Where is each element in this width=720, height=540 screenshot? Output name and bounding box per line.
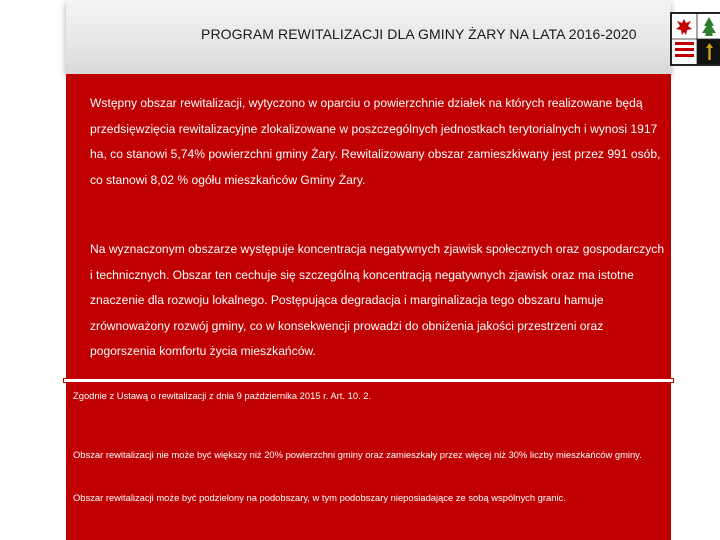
footnotes-panel — [66, 382, 671, 540]
page-title: PROGRAM REWITALIZACJI DLA GMINY ŻARY NA LATA 2016-2020 — [201, 26, 637, 42]
main-content-panel — [66, 74, 671, 380]
paragraph-negative-phenomena: Na wyznaczonym obszarze występuje koncentracja negatywnych zjawisk społecznych oraz gospodarczych i technicznych. Obszar ten cechuje się szczególną koncentracją negatywnych zjawisk oraz ma istotne znaczenie dla rozwoju lokalnego. Postępująca degradacja i marginalizacja tego obszaru hamuje zrównoważony rozwój gminy, co w konsekwencji prowadzi do obniżenia jakości przestrzeni oraz pogorszenia komfortu życia mieszkańców. — [90, 242, 665, 358]
paragraph-area-description: Wstępny obszar rewitalizacji, wytyczono w oparciu o powierzchnie działek na których realizowane będą przedsięwzięcia rewitalizacyjne zlokalizowane w poszczególnych jednostkach terytorialnych i wynosi 1917 ha, co stanowi 5,74% powierzchni gminy Żary. Rewitalizowany obszar zamieszkiwany jest przez 991 osób, co stanowi 8,02 % ogółu mieszkańców Gminy Żary. — [90, 96, 661, 187]
note-subareas: Obszar rewitalizacji może być podzielony na podobszary, w tym podobszary nieposiadające ze sobą wspólnych granic. — [73, 492, 566, 503]
title-bar — [66, 0, 671, 74]
legal-reference: Zgodnie z Ustawą o rewitalizacji z dnia 9 października 2015 r. Art. 10. 2. — [73, 390, 372, 401]
coat-of-arms-icon — [670, 12, 720, 66]
note-area-limit: Obszar rewitalizacji nie może być większy niż 20% powierzchni gminy oraz zamieszkały przez więcej niż 30% liczby mieszkańców gminy. — [73, 449, 642, 460]
